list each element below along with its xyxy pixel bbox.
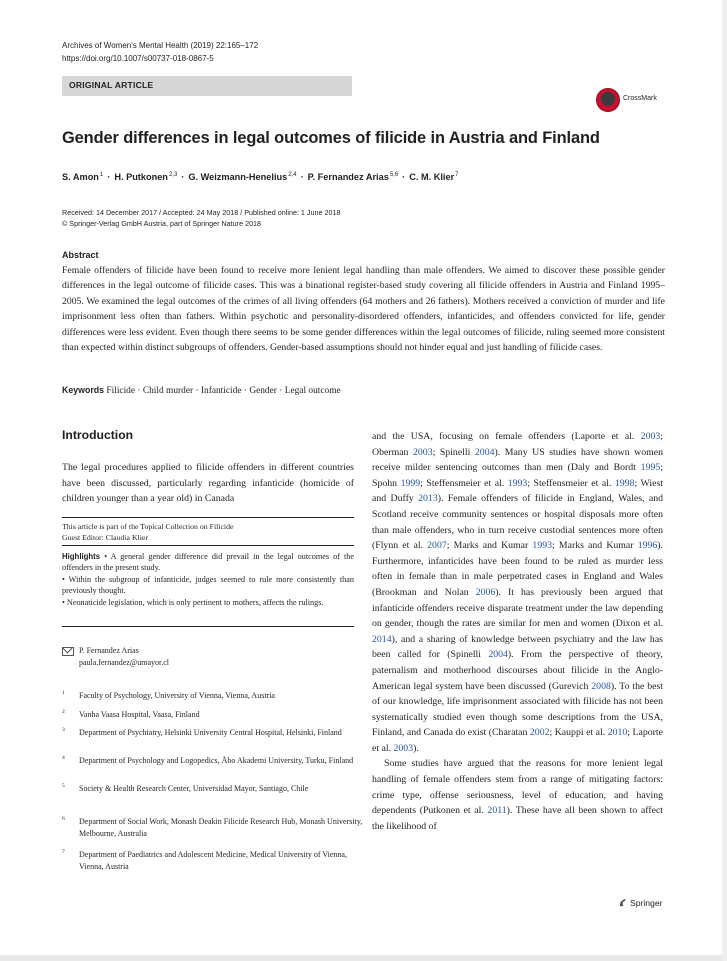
- introduction-left-paragraph: The legal procedures applied to filicide offenders in different countries have been discussed, particularly regarding infanticide (homicide of children younger than a year old) in Canada: [62, 462, 354, 505]
- affiliation-text: Department of Social Work, Monash Deakin Filicide Research Hub, Monash University, Melbourne, Australia: [79, 817, 363, 838]
- citation-link[interactable]: 2008: [591, 680, 611, 692]
- citation-link[interactable]: 2003: [413, 446, 433, 458]
- copyright-line: © Springer-Verlag GmbH Austria, part of Springer Nature 2018: [62, 219, 262, 228]
- paragraph-text: ). Female offenders of filicide in England, Wales, and Scotland receive community sentences or hospital disposals more often than male offenders, who in turn receive custodial sentences more often (Flynn et al.: [372, 493, 663, 552]
- author-name[interactable]: S. Amon: [62, 172, 99, 182]
- citation-link[interactable]: 1995: [640, 462, 661, 474]
- citation-link[interactable]: 2014: [372, 633, 392, 645]
- topical-collection-note: This article is part of the Topical Collection on Filicide: [62, 522, 234, 531]
- paragraph-text: ). Furthermore, infanticides have been found to be ruled as murder less often in female than in male perpetrated cases in England and Wales (Brookman and Nolan: [372, 540, 663, 598]
- paragraph-text: ; Marks and Kumar: [446, 540, 533, 552]
- paragraph-text: ; Laporte et al.: [372, 727, 663, 754]
- affiliation-marker[interactable]: 2,4: [288, 172, 297, 178]
- abstract-heading: Abstract: [62, 250, 99, 260]
- keywords-list: Filicide · Child murder · Infanticide · Gender · Legal outcome: [106, 386, 341, 396]
- citation-link[interactable]: 2002: [529, 727, 550, 739]
- crossmark-icon: [596, 88, 620, 112]
- citation-link[interactable]: 2004: [474, 446, 495, 458]
- highlight-item: • Neonaticide legislation, which is only pertinent to mothers, affects the rulings.: [62, 597, 324, 607]
- page-edge: [722, 0, 727, 961]
- affiliation-number: 1: [62, 690, 65, 696]
- affiliation-marker[interactable]: 1: [99, 172, 104, 178]
- affiliation-number: 3: [62, 727, 65, 733]
- introduction-right-column: [372, 429, 663, 834]
- citation-link[interactable]: 1993: [532, 540, 553, 552]
- affiliation-marker[interactable]: 5,6: [389, 172, 399, 178]
- highlight-item: • A general gender difference did prevail in the legal outcomes of the offenders in the present study.: [62, 552, 354, 573]
- affiliation-text: Faculty of Psychology, University of Vienna, Vienna, Austria: [79, 691, 275, 700]
- contact-email[interactable]: paula.fernandez@umayor.cl: [79, 658, 169, 667]
- divider: [62, 517, 354, 518]
- affiliation-marker[interactable]: 2,3: [168, 172, 178, 178]
- affiliation-text: Department of Psychology and Logopedics, Åbo Akademi University, Turku, Finland: [79, 756, 354, 765]
- highlights-box: [62, 551, 354, 608]
- history-dates: Received: 14 December 2017 / Accepted: 24 May 2018 / Published online: 1 June 2018: [62, 208, 341, 217]
- affiliation-number: 6: [62, 816, 65, 822]
- journal-header: [62, 39, 258, 65]
- paragraph-text: ; Steffensmeier et al.: [420, 477, 508, 489]
- highlights-label: Highlights: [62, 552, 101, 561]
- citation-link[interactable]: 2011: [487, 805, 507, 817]
- paragraph: [372, 429, 663, 756]
- citation-link[interactable]: 2004: [488, 649, 508, 661]
- affiliation-number: 5: [62, 783, 65, 789]
- paragraph-text: ). It has previously been argued that infanticide offenders receive disparate treatment under the law depending on gender, though the rates are similar for men and women (Dixon et al.: [372, 586, 663, 630]
- affiliation-text: Department of Paediatrics and Adolescent Medicine, Medical University of Vienna, Vienna, Austria: [79, 850, 347, 871]
- springer-horse-icon: [618, 898, 627, 907]
- paragraph-text: and the USA, focusing on female offenders (Laporte et al.: [372, 431, 641, 442]
- paragraph-text: Some studies have argued that the reasons for more lenient legal handling of female offenders stem from a range of mitigating factors: crime type, offense seriousness, level of education, and having dependents (Putkonen et al.: [372, 758, 663, 817]
- citation-link[interactable]: 2013: [418, 493, 438, 505]
- page-edge: [0, 955, 727, 961]
- affiliation-number: 2: [62, 709, 65, 715]
- citation-link[interactable]: 2003: [393, 742, 414, 754]
- doi-link[interactable]: https://doi.org/10.1007/s00737-018-0867-5: [62, 54, 214, 63]
- paragraph-text: ; Marks and Kumar: [552, 540, 638, 552]
- crossmark-badge[interactable]: [596, 88, 676, 114]
- paragraph-text: ). These have all been shown to affect the likelihood of: [372, 805, 664, 832]
- abstract-text: Female offenders of filicide have been found to receive more lenient legal handling than male offenders. We aimed to discover these possible gender differences in the legal outcome of filicide cases. This was a binational register-based study covering all filicide offenders in Austria and Finland 1995–2005. We examined the legal outcomes of the crimes of all living offenders (64 mothers and 26 fathers). Mothers received a conviction of murder and life imprisonment less often than fathers. Within psychotic and personality-disordered offenders, infanticides, and offenders convicted for life, gender differences were less evident. Even though there seems to be some gender differences within the legal outcomes of filicide, ruling seemed more consistent than expected within distinct subgroups of offenders. Gender-based assumptions should not hinder equal and just handling of filicide cases.: [62, 265, 665, 354]
- affiliation-number: 4: [62, 755, 65, 761]
- citation-link[interactable]: 1998: [614, 477, 635, 489]
- paragraph-text: ). From the perspective of theory, paternalism and motherhood discourses about filicide in the Anglo-American legal system have been discussed (Gurevich: [372, 649, 663, 692]
- highlight-item: • Within the subgroup of infanticide, judges seemed to rule more consistently than previously thought.: [62, 574, 354, 596]
- keywords-label: Keywords: [62, 385, 105, 395]
- paragraph-text: ; Spinelli: [432, 446, 475, 458]
- divider: [62, 626, 354, 627]
- keywords: [62, 385, 341, 396]
- citation-link[interactable]: 2003: [640, 431, 661, 442]
- author-separator: ·: [181, 172, 185, 182]
- paragraph-text: ; Oberman: [372, 431, 663, 458]
- paragraph-text: ).: [413, 742, 419, 754]
- contact-name: P. Fernandez Arias: [79, 646, 139, 655]
- citation-link[interactable]: 2010: [607, 727, 628, 739]
- publisher-name: Springer: [630, 898, 663, 908]
- paragraph-text: ). To the best of our knowledge, life imprisonment associated with filicide has not been systematically studied even though some descriptions from the USA, Finland, and Canada do exist (Charatan: [372, 680, 663, 739]
- author-separator: ·: [402, 172, 406, 182]
- author-name[interactable]: G. Weizmann-Henelius: [188, 172, 288, 182]
- paragraph-text: ; Kauppi et al.: [549, 727, 608, 739]
- publication-dates: [62, 207, 341, 229]
- collection-note: [62, 521, 233, 543]
- paragraph-text: ), and a sharing of knowledge between psychiatry and the law has been called for (Spinelli: [372, 633, 663, 661]
- journal-citation: Archives of Women's Mental Health (2019) 22:165–172: [62, 41, 259, 50]
- citation-link[interactable]: 2006: [475, 586, 496, 598]
- article-type-banner: [62, 76, 352, 96]
- author-list: [62, 172, 682, 182]
- citation-link[interactable]: 1996: [637, 540, 658, 552]
- paragraph: [372, 756, 663, 834]
- citation-link[interactable]: 1993: [507, 477, 528, 489]
- affiliation-text: Department of Psychiatry, Helsinki University Central Hospital, Helsinki, Finland: [79, 728, 342, 737]
- citation-link[interactable]: 1999: [400, 477, 421, 489]
- author-name[interactable]: H. Putkonen: [114, 172, 168, 182]
- affiliation-text: Vanha Vaasa Hospital, Vaasa, Finland: [79, 710, 200, 719]
- citation-link[interactable]: 2007: [427, 540, 447, 552]
- envelope-icon: [62, 647, 74, 656]
- author-separator: ·: [300, 172, 304, 182]
- author-name[interactable]: C. M. Klier: [409, 172, 455, 182]
- crossmark-label: CrossMark: [623, 95, 657, 102]
- article-type-label: ORIGINAL ARTICLE: [69, 80, 154, 90]
- publisher-footer: [618, 898, 662, 908]
- article-title: Gender differences in legal outcomes of filicide in Austria and Finland: [62, 129, 600, 147]
- divider: [62, 545, 354, 546]
- author-separator: ·: [107, 172, 111, 182]
- affiliation-number: 7: [62, 849, 65, 855]
- guest-editor-note: Guest Editor: Claudia Klier: [62, 533, 148, 542]
- affiliation-text: Society & Health Research Center, Universidad Mayor, Santiago, Chile: [79, 784, 309, 793]
- introduction-heading: Introduction: [62, 428, 134, 442]
- paragraph-text: ; Steffensmeier et al.: [527, 477, 615, 489]
- paragraph-text: ; Wiest and Duffy: [372, 477, 664, 505]
- paragraph-text: ). Many US studies have shown women receive milder sentencing outcomes than men (Daly and Bordt: [372, 446, 663, 474]
- affiliation-marker[interactable]: 7: [455, 172, 459, 178]
- paragraph-text: ; Spohn: [372, 462, 663, 489]
- author-name[interactable]: P. Fernandez Arias: [307, 172, 389, 182]
